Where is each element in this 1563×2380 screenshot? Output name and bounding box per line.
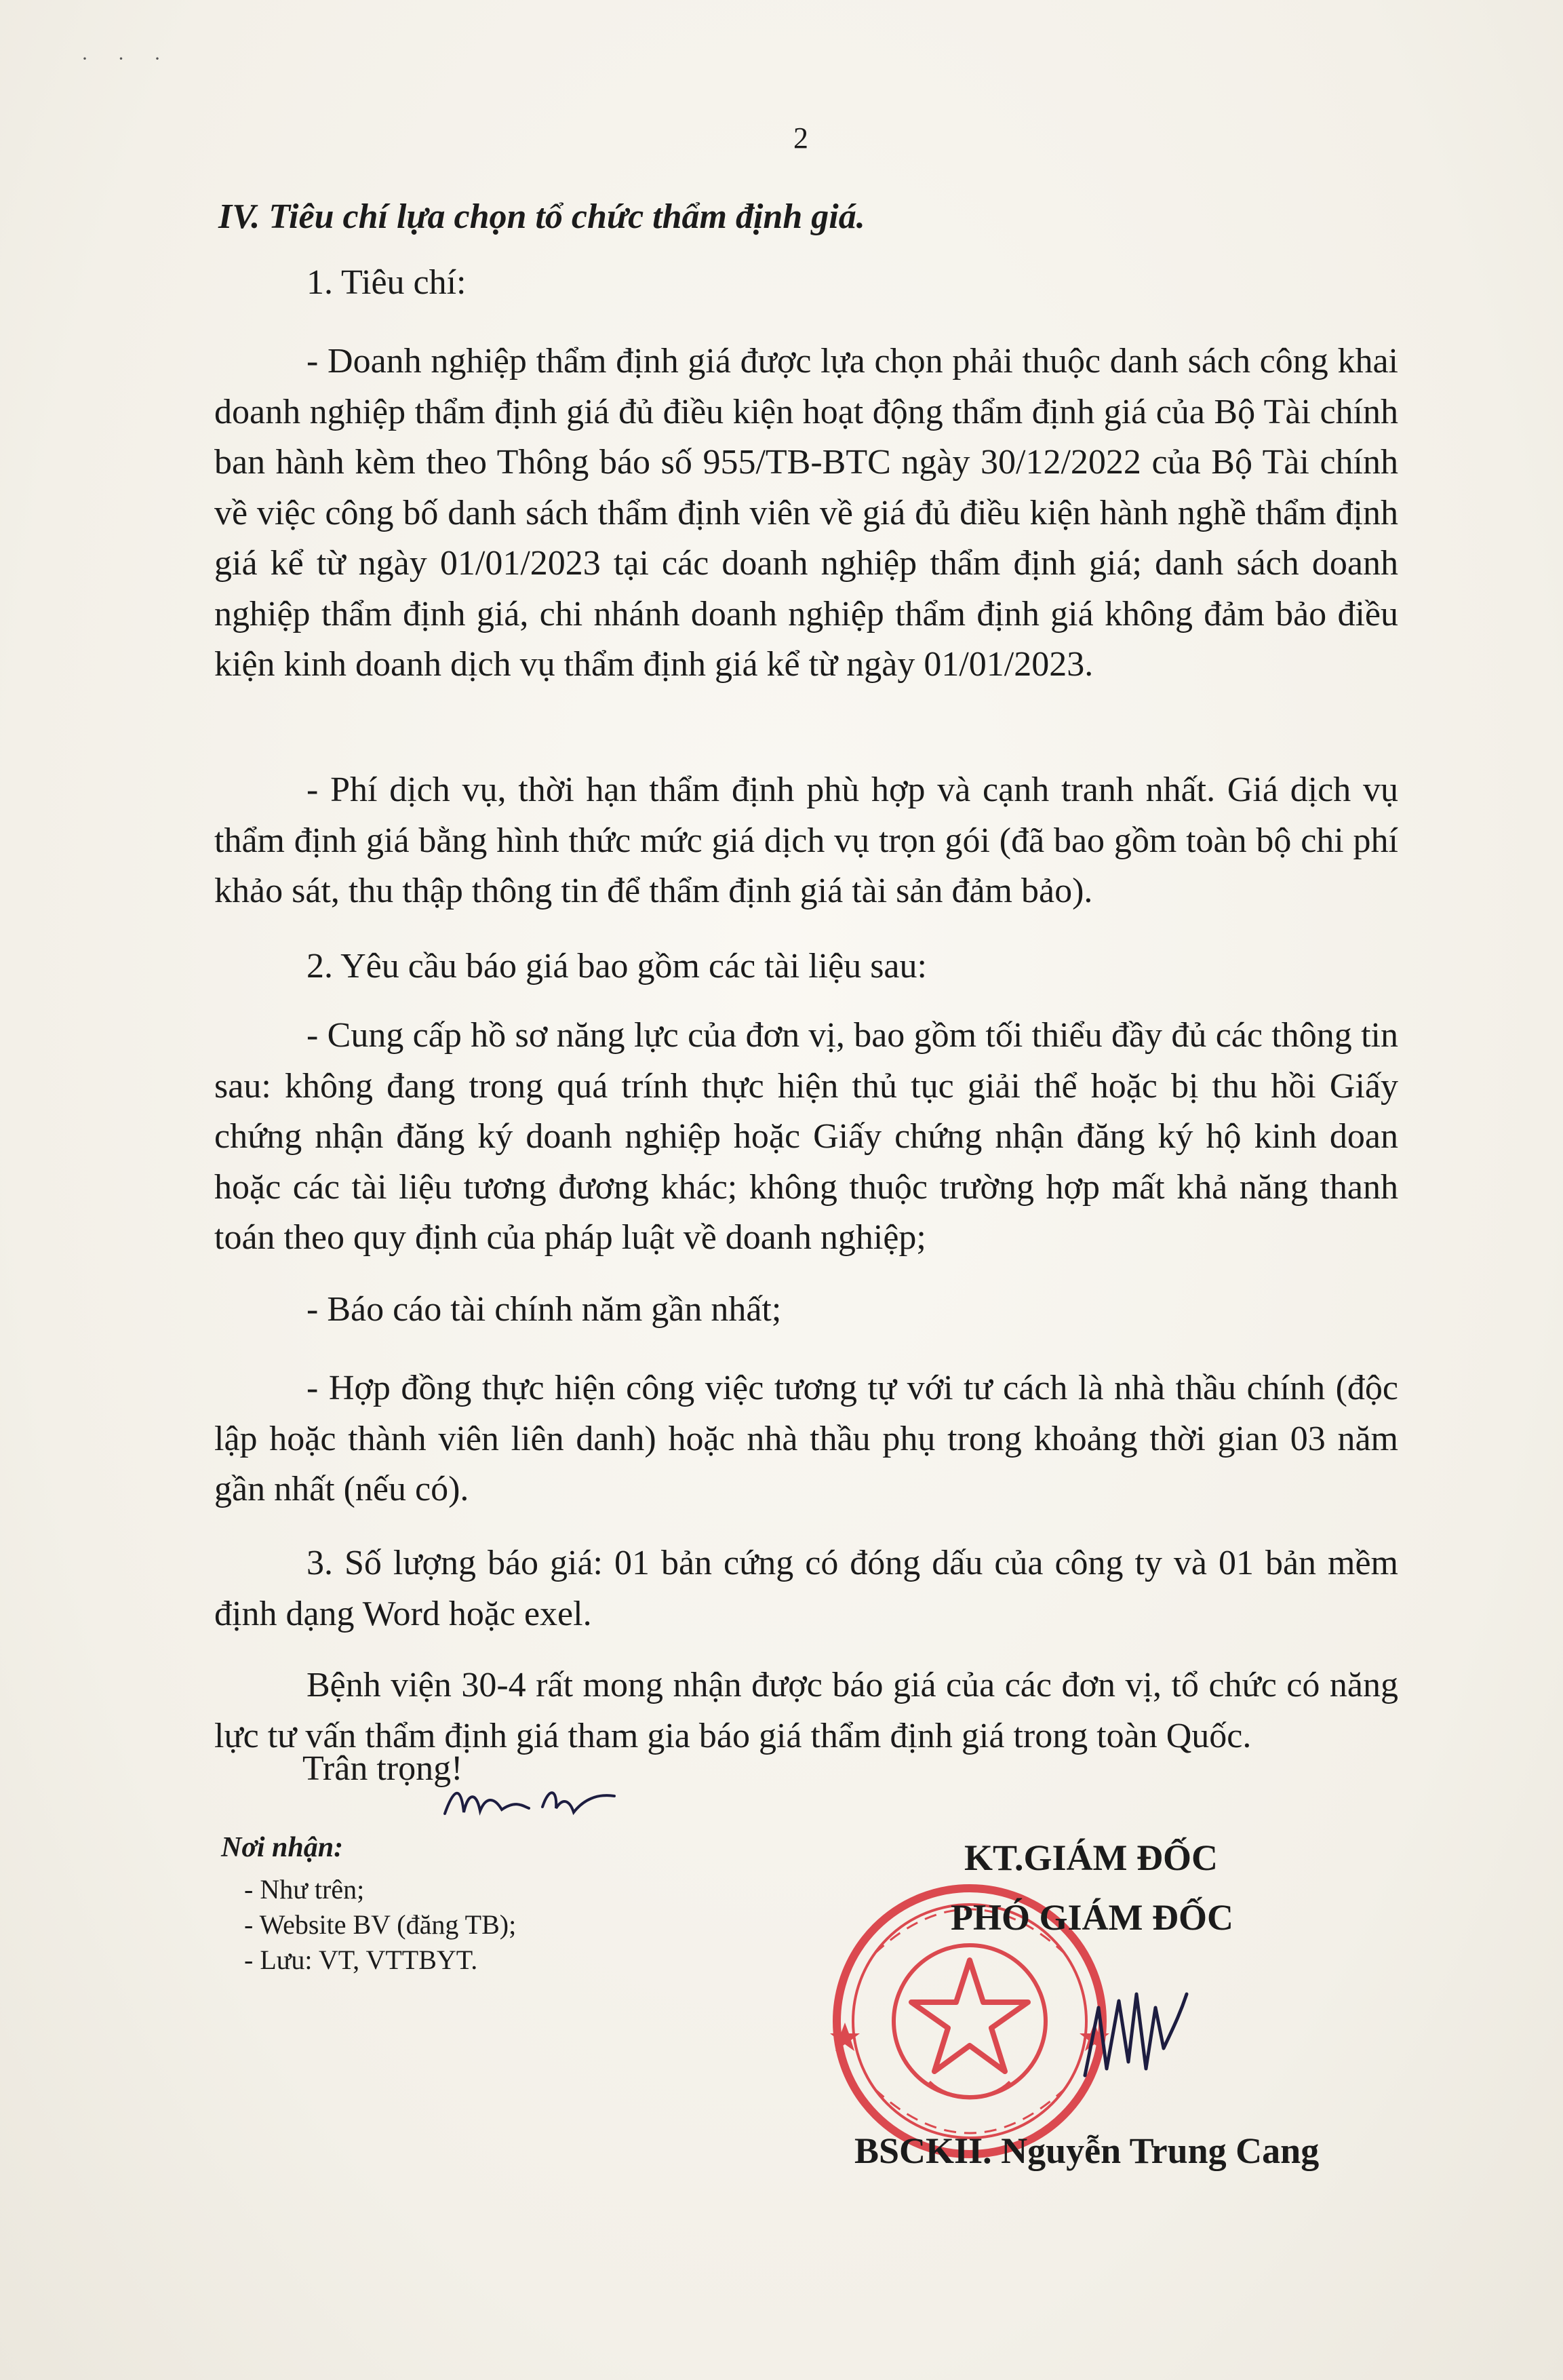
signature-role-line2: PHÓ GIÁM ĐỐC xyxy=(951,1897,1233,1938)
paragraph-criteria-title: 1. Tiêu chí: xyxy=(306,263,467,302)
paragraph-criteria-2: - Phí dịch vụ, thời hạn thẩm định phù hợp và cạnh tranh nhất. Giá dịch vụ thẩm định giá bằng hình thức mức giá dịch vụ trọn gói (đã bao gồm toàn bộ chi phí khảo sát, thu thập thông tin để thẩm định giá tài sản đảm bảo). xyxy=(214,770,1398,910)
recipient-item: - Website BV (đăng TB); xyxy=(244,1909,517,1940)
recipients-list xyxy=(244,1872,516,1978)
recipients-title: Nơi nhận: xyxy=(221,1832,344,1863)
page-number: 2 xyxy=(793,121,808,155)
section-heading: IV. Tiêu chí lựa chọn tổ chức thẩm định giá. xyxy=(218,197,865,236)
paragraph-requirement-3: - Hợp đồng thực hiện công việc tương tự với tư cách là nhà thầu chính (độc lập hoặc thành viên liên danh) hoặc nhà thầu phụ trong khoảng thời gian 03 năm gần nhất (nếu có). xyxy=(214,1369,1398,1508)
paragraph-requirement-1: - Cung cấp hồ sơ năng lực của đơn vị, bao gồm tối thiểu đầy đủ các thông tin sau: không đang trong quá trính thực hiện thủ tục giải thể hoặc bị thu hồi Giấy chứng nhận đăng ký doanh nghiệp hoặc Giấy chứng nhận đăng ký hộ kinh doan hoặc các tài liệu tương đương khác; không thuộc trường hợp mất khả năng thanh toán theo quy định của pháp luật về doanh nghiệp; xyxy=(214,1016,1398,1257)
handwritten-signature xyxy=(1071,1967,1207,2103)
paragraph-requirement-2: - Báo cáo tài chính năm gần nhất; xyxy=(306,1290,782,1329)
paragraph-criteria-1: - Doanh nghiệp thẩm định giá được lựa chọn phải thuộc danh sách công khai doanh nghiệp thẩm định giá đủ điều kiện hoạt động thẩm định giá của Bộ Tài chính ban hành kèm theo Thông báo số 955/TB-BTC ngày 30/12/2022 của Bộ Tài chính về việc công bố danh sách thẩm định viên về giá đủ điều kiện hành nghề thẩm định giá kể từ ngày 01/01/2023 tại các doanh nghiệp thẩm định giá; danh sách doanh nghiệp thẩm định giá, chi nhánh doanh nghiệp thẩm định giá không đảm bảo điều kiện kinh doanh dịch vụ thẩm định giá kể từ ngày 01/01/2023. xyxy=(214,342,1398,684)
recipient-item: - Như trên; xyxy=(244,1874,365,1905)
recipient-item: - Lưu: VT, VTTBYT. xyxy=(244,1945,478,1975)
signature-role-line1: KT.GIÁM ĐỐC xyxy=(964,1837,1218,1878)
scan-specks: · · · xyxy=(81,47,173,70)
signature-block xyxy=(854,1831,1397,2211)
paragraph-invitation: Bệnh viện 30-4 rất mong nhận được báo giá của các đơn vị, tổ chức có năng lực tư vấn thẩm định giá tham gia báo giá thẩm định giá trong toàn Quốc. xyxy=(214,1666,1398,1755)
paragraph-requirements-title: 2. Yêu cầu báo giá bao gồm các tài liệu sau: xyxy=(306,947,927,986)
paragraph-quantity: 3. Số lượng báo giá: 01 bản cứng có đóng dấu của công ty và 01 bản mềm định dạng Word hoặc exel. xyxy=(214,1544,1398,1633)
closing-text: Trân trọng! xyxy=(302,1749,463,1788)
signer-name: BSCKII. Nguyễn Trung Cang xyxy=(854,2130,1320,2171)
handwritten-initials xyxy=(441,1773,617,1827)
